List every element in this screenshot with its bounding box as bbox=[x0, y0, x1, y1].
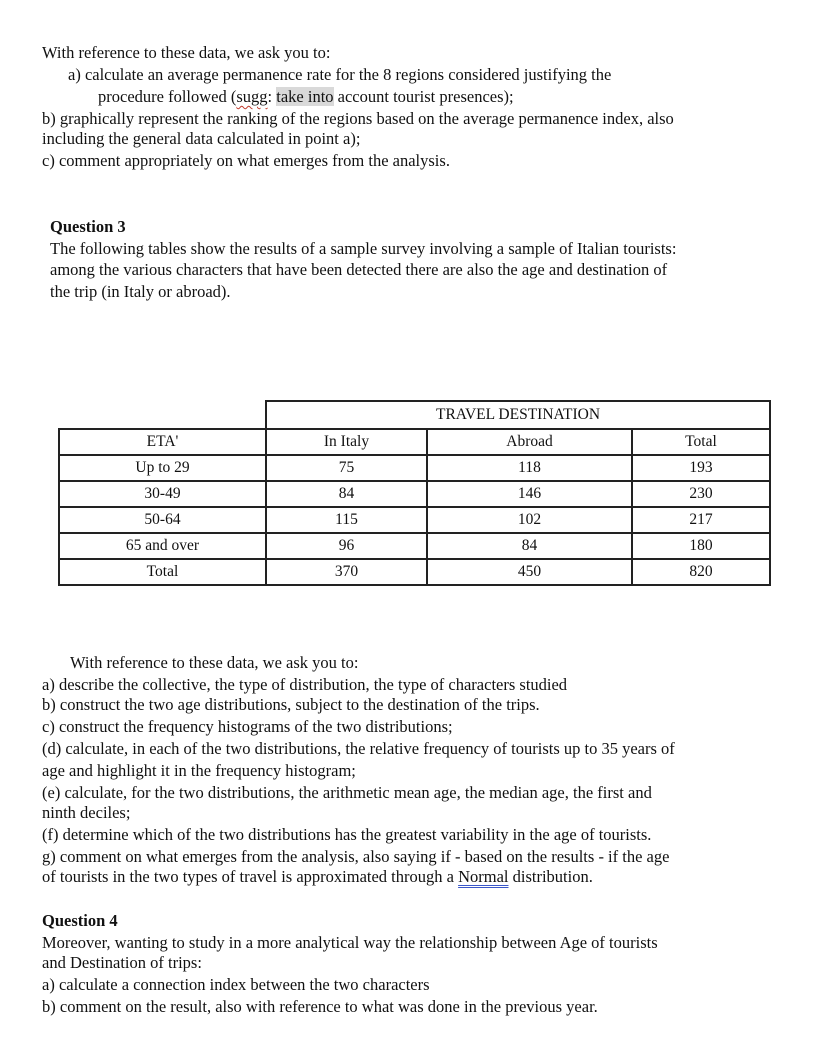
question-4-para-line1: Moreover, wanting to study in a more analytical way the relationship between Age of tourists bbox=[42, 933, 658, 952]
q3-task-b: b) construct the two age distributions, subject to the destination of the trips. bbox=[42, 695, 540, 714]
q3-task-f: (f) determine which of the two distributions has the greatest variability in the age of tourists. bbox=[42, 825, 652, 844]
q3-task-g-line2 bbox=[42, 866, 593, 887]
q3-task-d-line1: (d) calculate, in each of the two distributions, the relative frequency of tourists up to 35 years of bbox=[42, 739, 675, 758]
column-header: ETA' bbox=[59, 429, 266, 455]
q3-tasks-lead: With reference to these data, we ask you to: bbox=[70, 653, 359, 672]
table-cell: Total bbox=[59, 559, 266, 585]
table-cell: 84 bbox=[427, 533, 632, 559]
table-cell: 75 bbox=[266, 455, 427, 481]
question-3-para-line3: the trip (in Italy or abroad). bbox=[50, 282, 231, 301]
column-header: In Italy bbox=[266, 429, 427, 455]
table-cell: 193 bbox=[632, 455, 770, 481]
q3-task-e-line2: ninth deciles; bbox=[42, 803, 131, 822]
table-cell: 217 bbox=[632, 507, 770, 533]
column-header: Total bbox=[632, 429, 770, 455]
table-cell: 96 bbox=[266, 533, 427, 559]
intro-a-colon: : bbox=[267, 87, 277, 106]
table-cell: 30-49 bbox=[59, 481, 266, 507]
table-row bbox=[59, 481, 770, 507]
q3-task-g-text: of tourists in the two types of travel is approximated through a bbox=[42, 867, 459, 886]
age-destination-table bbox=[58, 400, 771, 586]
table-blank-cell bbox=[59, 401, 266, 429]
table-total-row bbox=[59, 559, 770, 585]
table-cell: Up to 29 bbox=[59, 455, 266, 481]
question-3-para-line1: The following tables show the results of a sample survey involving a sample of Italian tourists: bbox=[50, 239, 677, 258]
column-header: Abroad bbox=[427, 429, 632, 455]
table-header-row bbox=[59, 429, 770, 455]
table-cell: 370 bbox=[266, 559, 427, 585]
intro-a-text: procedure followed ( bbox=[98, 87, 237, 106]
q3-task-a: a) describe the collective, the type of distribution, the type of characters studied bbox=[42, 675, 568, 694]
question-3-title: Question 3 bbox=[50, 217, 126, 236]
table-cell: 820 bbox=[632, 559, 770, 585]
table-cell: 115 bbox=[266, 507, 427, 533]
q3-task-c: c) construct the frequency histograms of the two distributions; bbox=[42, 717, 453, 736]
q4-task-b: b) comment on the result, also with reference to what was done in the previous year. bbox=[42, 997, 598, 1016]
table-group-header-row bbox=[59, 401, 770, 429]
question-4-para-line2: and Destination of trips: bbox=[42, 953, 202, 972]
travel-destination-header: TRAVEL DESTINATION bbox=[266, 401, 770, 429]
table-cell: 102 bbox=[427, 507, 632, 533]
selected-text[interactable]: take into bbox=[276, 87, 334, 106]
table-cell: 180 bbox=[632, 533, 770, 559]
table-cell: 118 bbox=[427, 455, 632, 481]
intro-item-b-line1: b) graphically represent the ranking of the regions based on the average permanence index, also bbox=[42, 109, 674, 128]
intro-lead: With reference to these data, we ask you to: bbox=[42, 43, 331, 62]
q3-task-g-line1: g) comment on what emerges from the analysis, also saying if - based on the results - if the age bbox=[42, 847, 670, 866]
table-cell: 146 bbox=[427, 481, 632, 507]
q3-task-g-text-end: distribution. bbox=[508, 867, 593, 886]
grammar-flagged-word: Normal bbox=[458, 867, 509, 886]
table-row bbox=[59, 533, 770, 559]
table-row bbox=[59, 455, 770, 481]
q4-task-a: a) calculate a connection index between the two characters bbox=[42, 975, 430, 994]
spelling-flagged-word: sugg bbox=[236, 87, 268, 106]
intro-item-a-line2 bbox=[98, 86, 514, 107]
intro-item-b-line2: including the general data calculated in point a); bbox=[42, 129, 361, 148]
question-4-title: Question 4 bbox=[42, 911, 118, 930]
intro-a-text-end: account tourist presences); bbox=[333, 87, 514, 106]
table-cell: 65 and over bbox=[59, 533, 266, 559]
table-cell: 84 bbox=[266, 481, 427, 507]
question-3-para-line2: among the various characters that have been detected there are also the age and destination of bbox=[50, 260, 668, 279]
q3-task-d-line2: age and highlight it in the frequency histogram; bbox=[42, 761, 356, 780]
intro-item-c: c) comment appropriately on what emerges from the analysis. bbox=[42, 151, 450, 170]
intro-item-a-line1: a) calculate an average permanence rate for the 8 regions considered justifying the bbox=[68, 65, 612, 84]
q3-task-e-line1: (e) calculate, for the two distributions, the arithmetic mean age, the median age, the first and bbox=[42, 783, 652, 802]
table-cell: 50-64 bbox=[59, 507, 266, 533]
table-cell: 450 bbox=[427, 559, 632, 585]
table-cell: 230 bbox=[632, 481, 770, 507]
table-row bbox=[59, 507, 770, 533]
